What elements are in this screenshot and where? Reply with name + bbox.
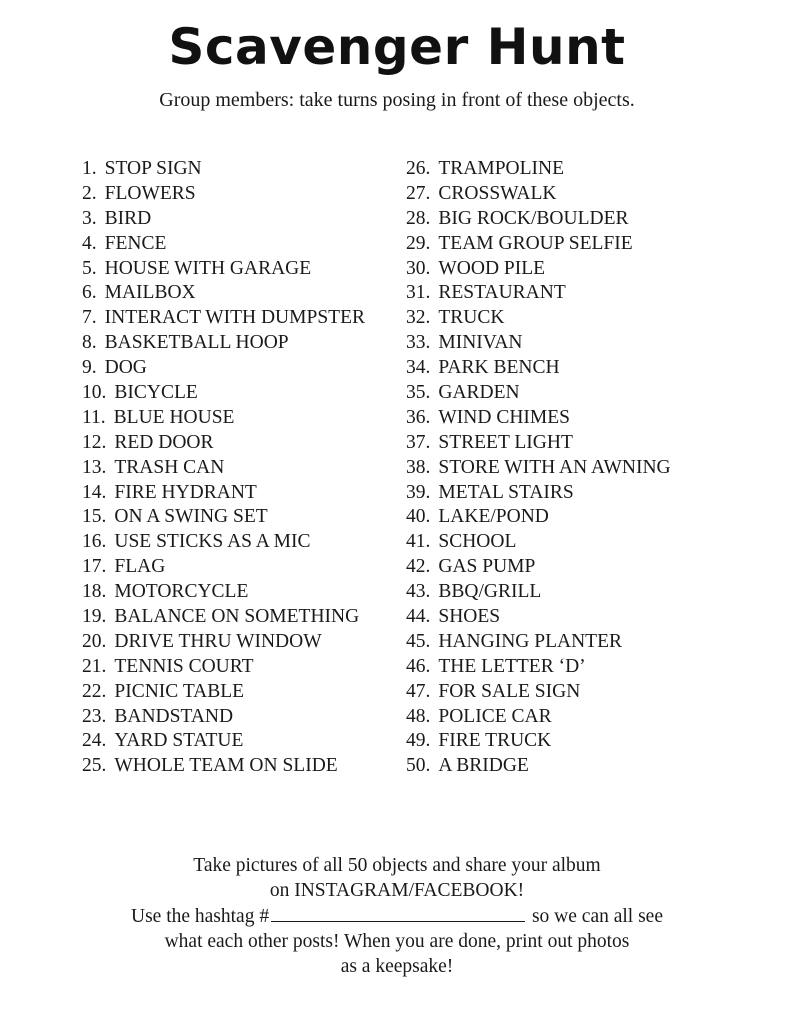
item-label: STOP SIGN xyxy=(104,158,202,179)
hashtag-suffix: so we can all see xyxy=(531,906,663,927)
item-label: INTERACT WITH DUMPSTER xyxy=(104,307,365,329)
list-item xyxy=(406,207,791,232)
list-item xyxy=(82,381,402,406)
item-label: RESTAURANT xyxy=(438,282,566,304)
list-item xyxy=(82,406,402,431)
item-number: 31. xyxy=(406,282,431,304)
item-label: SHOES xyxy=(438,606,501,628)
item-label: BICYCLE xyxy=(114,382,198,404)
item-label: HOUSE WITH GARAGE xyxy=(104,257,312,279)
item-number: 42. xyxy=(406,556,431,578)
item-label: WOOD PILE xyxy=(438,257,546,279)
instructions-subtitle: Group members: take turns posing in front of these objects. xyxy=(159,89,635,111)
item-label: CROSSWALK xyxy=(438,182,557,204)
footer-line-3 xyxy=(0,903,794,929)
item-label: PARK BENCH xyxy=(438,357,560,379)
item-number: 45. xyxy=(406,630,431,652)
item-number: 14. xyxy=(82,481,107,503)
list-item xyxy=(82,729,402,754)
list-item xyxy=(82,331,402,356)
footer-line-5: as a keepsake! xyxy=(340,956,454,977)
item-label: FIRE HYDRANT xyxy=(114,481,257,503)
list-item xyxy=(406,530,791,555)
list-item xyxy=(406,680,791,705)
item-label: ON A SWING SET xyxy=(114,506,268,528)
item-number: 16. xyxy=(82,531,107,553)
item-label: LAKE/POND xyxy=(438,506,549,528)
item-number: 5. xyxy=(82,257,97,279)
list-item xyxy=(82,157,402,182)
list-item xyxy=(406,406,791,431)
list-item xyxy=(406,232,791,257)
item-number: 22. xyxy=(82,680,107,702)
list-item xyxy=(82,705,402,730)
item-number: 50. xyxy=(406,755,431,777)
item-label: TRASH CAN xyxy=(114,456,225,478)
list-item xyxy=(406,481,791,506)
item-number: 10. xyxy=(82,382,107,404)
item-number: 2. xyxy=(82,182,97,204)
footer-line-2: on INSTAGRAM/FACEBOOK! xyxy=(269,880,525,901)
item-number: 19. xyxy=(82,606,107,628)
item-number: 47. xyxy=(406,680,431,702)
list-item xyxy=(406,431,791,456)
item-number: 9. xyxy=(82,357,97,379)
item-number: 36. xyxy=(406,406,431,428)
item-number: 43. xyxy=(406,581,431,603)
list-item xyxy=(406,505,791,530)
item-number: 41. xyxy=(406,531,431,553)
footer-line-4: what each other posts! When you are done, print out photos xyxy=(164,931,630,952)
item-label: SCHOOL xyxy=(438,531,517,553)
item-label: FLAG xyxy=(114,556,166,578)
item-label: WHOLE TEAM ON SLIDE xyxy=(114,755,338,777)
list-item xyxy=(82,257,402,282)
item-number: 27. xyxy=(406,182,431,204)
list-item xyxy=(82,281,402,306)
item-label: STREET LIGHT xyxy=(438,431,573,453)
list-item xyxy=(406,655,791,680)
list-item xyxy=(406,555,791,580)
page-title: Scavenger Hunt xyxy=(168,18,626,76)
item-number: 38. xyxy=(406,456,431,478)
item-number: 1. xyxy=(82,158,97,179)
item-label: BIG ROCK/BOULDER xyxy=(438,207,629,229)
item-number: 33. xyxy=(406,332,431,354)
list-item xyxy=(82,580,402,605)
item-number: 13. xyxy=(82,456,107,478)
item-label: YARD STATUE xyxy=(114,730,244,752)
item-label: WIND CHIMES xyxy=(438,406,570,428)
item-label: STORE WITH AN AWNING xyxy=(438,456,671,478)
list-item xyxy=(82,232,402,257)
list-item xyxy=(406,456,791,481)
item-number: 6. xyxy=(82,282,97,304)
item-label: DRIVE THRU WINDOW xyxy=(114,630,322,652)
item-label: FLOWERS xyxy=(104,182,196,204)
list-item xyxy=(406,754,791,779)
item-label: TRAMPOLINE xyxy=(438,158,565,179)
list-item xyxy=(82,481,402,506)
footer-line-1: Take pictures of all 50 objects and share your album xyxy=(193,855,601,876)
list-item xyxy=(406,605,791,630)
item-label: BIRD xyxy=(104,207,152,229)
item-label: RED DOOR xyxy=(114,431,214,453)
item-label: GARDEN xyxy=(438,382,520,404)
item-number: 4. xyxy=(82,232,97,254)
item-label: HANGING PLANTER xyxy=(438,630,622,652)
item-label: METAL STAIRS xyxy=(438,481,574,503)
item-number: 18. xyxy=(82,581,107,603)
list-item xyxy=(406,306,791,331)
list-item xyxy=(82,555,402,580)
item-number: 23. xyxy=(82,705,107,727)
list-item xyxy=(82,431,402,456)
list-item xyxy=(82,605,402,630)
item-label: POLICE CAR xyxy=(438,705,552,727)
list-item xyxy=(406,331,791,356)
item-label: USE STICKS AS A MIC xyxy=(114,531,311,553)
list-item xyxy=(406,729,791,754)
item-number: 48. xyxy=(406,705,431,727)
item-label: FIRE TRUCK xyxy=(438,730,552,752)
list-item xyxy=(406,580,791,605)
item-label: BASKETBALL HOOP xyxy=(104,332,289,354)
item-number: 44. xyxy=(406,606,431,628)
item-number: 17. xyxy=(82,556,107,578)
hashtag-blank-line[interactable] xyxy=(271,903,525,922)
item-number: 30. xyxy=(406,257,431,279)
item-label: FENCE xyxy=(104,232,167,254)
list-item xyxy=(82,456,402,481)
list-item xyxy=(406,356,791,381)
list-item xyxy=(82,306,402,331)
item-number: 37. xyxy=(406,431,431,453)
list-item xyxy=(406,182,791,207)
item-label: TENNIS COURT xyxy=(114,655,254,677)
item-number: 28. xyxy=(406,207,431,229)
list-item xyxy=(406,257,791,282)
item-number: 39. xyxy=(406,481,431,503)
list-item xyxy=(82,754,402,779)
hashtag-prefix: Use the hashtag # xyxy=(131,906,270,927)
item-label: BLUE HOUSE xyxy=(113,406,235,428)
item-number: 24. xyxy=(82,730,107,752)
item-number: 8. xyxy=(82,332,97,354)
item-number: 35. xyxy=(406,382,431,404)
list-item xyxy=(82,505,402,530)
item-number: 40. xyxy=(406,506,431,528)
item-number: 21. xyxy=(82,655,107,677)
item-number: 46. xyxy=(406,655,431,677)
item-label: GAS PUMP xyxy=(438,556,536,578)
item-number: 3. xyxy=(82,207,97,229)
item-label: BALANCE ON SOMETHING xyxy=(114,606,360,628)
item-label: THE LETTER ‘D’ xyxy=(438,655,586,677)
item-label: TRUCK xyxy=(438,307,505,329)
item-number: 49. xyxy=(406,730,431,752)
list-item xyxy=(82,680,402,705)
list-item xyxy=(406,381,791,406)
item-number: 12. xyxy=(82,431,107,453)
item-label: A BRIDGE xyxy=(438,755,529,777)
item-list-left xyxy=(82,157,402,779)
item-label: PICNIC TABLE xyxy=(114,680,245,702)
item-label: BANDSTAND xyxy=(114,705,234,727)
item-number: 34. xyxy=(406,357,431,379)
item-number: 11. xyxy=(82,406,106,428)
list-item xyxy=(82,530,402,555)
list-item xyxy=(82,630,402,655)
item-label: MAILBOX xyxy=(104,282,196,304)
list-item xyxy=(82,655,402,680)
list-item xyxy=(82,356,402,381)
item-number: 29. xyxy=(406,232,431,254)
item-label: BBQ/GRILL xyxy=(438,581,542,603)
list-item xyxy=(82,207,402,232)
list-item xyxy=(406,705,791,730)
item-number: 20. xyxy=(82,630,107,652)
item-label: DOG xyxy=(104,357,147,379)
footer-instructions xyxy=(0,853,794,979)
item-number: 26. xyxy=(406,158,431,179)
item-number: 25. xyxy=(82,755,107,777)
list-item xyxy=(406,281,791,306)
item-label: MOTORCYCLE xyxy=(114,581,249,603)
item-label: TEAM GROUP SELFIE xyxy=(438,232,633,254)
list-item xyxy=(406,630,791,655)
item-list-right xyxy=(406,157,791,779)
item-number: 7. xyxy=(82,307,97,329)
item-label: MINIVAN xyxy=(438,332,523,354)
item-label: FOR SALE SIGN xyxy=(438,680,581,702)
item-number: 32. xyxy=(406,307,431,329)
list-item xyxy=(406,157,791,182)
list-item xyxy=(82,182,402,207)
item-number: 15. xyxy=(82,506,107,528)
